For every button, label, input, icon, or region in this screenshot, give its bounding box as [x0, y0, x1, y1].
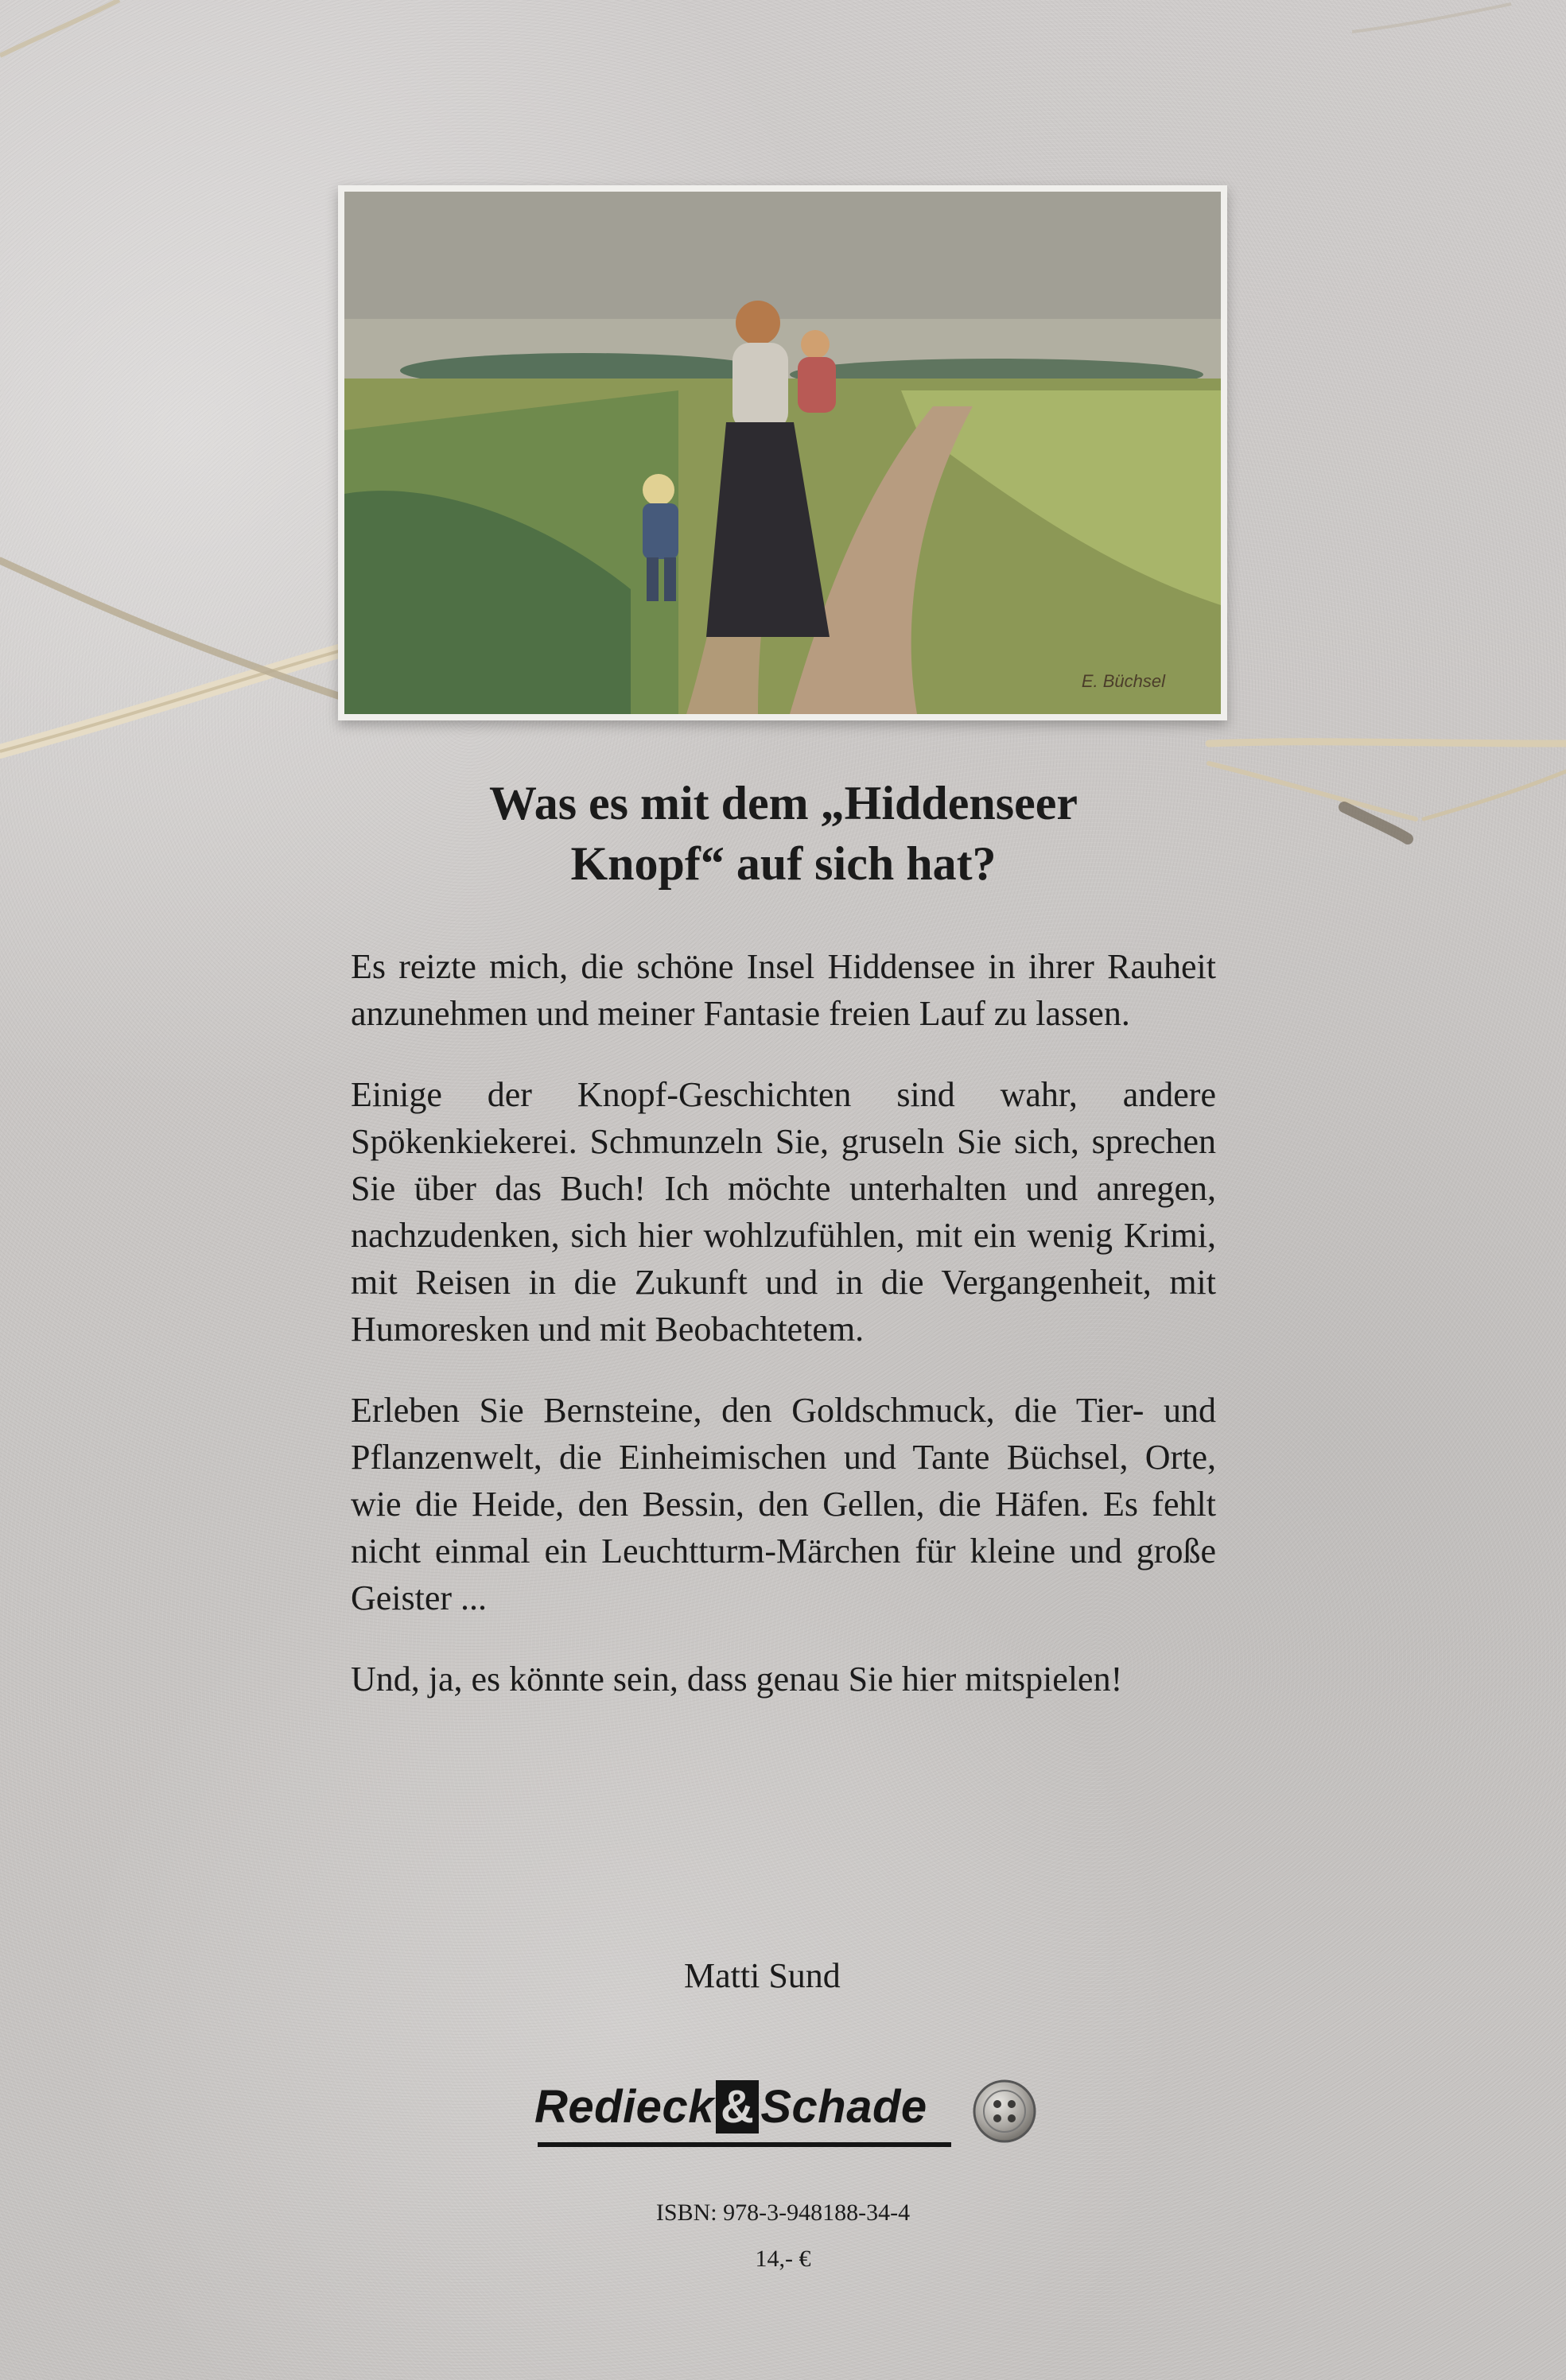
publisher-name-left: Redieck: [534, 2081, 714, 2133]
blurb-paragraph-1: Es reizte mich, die schöne Insel Hiddensee in ihrer Rauheit anzunehmen und meiner Fantasie freien Lauf zu lassen.: [351, 947, 1216, 1033]
price: 14,- €: [755, 2246, 811, 2272]
blurb-paragraph-3: Erleben Sie Bernsteine, den Goldschmuck, die Tier- und Pflanzenwelt, die Einheimischen und Tante Büchsel, Orte, wie die Heide, den Bessin, den Gellen, die Häfen. Es fehlt nicht einmal ein Leuchtturm-Märchen für kleine und große Geister ...: [351, 1391, 1216, 1617]
button-icon: [970, 2077, 1039, 2145]
publisher-name-right: Schade: [760, 2081, 927, 2133]
author-name: Matti Sund: [684, 1956, 841, 1995]
blurb-paragraph-2: Einige der Knopf-Geschichten sind wahr, andere Spökenkiekerei. Schmunzeln Sie, gruseln Sie sich, sprechen Sie über das Buch! Ich möchte unterhalten und anregen, nachzudenken, sich hier wohlzufühlen, mit ein wenig Krimi, mit Reisen in die Zukunft und in die Vergangenheit, mit Humoresken und mit Beobachtetem.: [351, 1075, 1216, 1349]
publisher-ampersand: &: [716, 2080, 759, 2133]
isbn: ISBN: 978-3-948188-34-4: [655, 2199, 911, 2226]
headline-line-2: Knopf“ auf sich hat?: [570, 837, 997, 890]
headline-line-1: Was es mit dem „Hiddenseer: [489, 777, 1078, 829]
blurb-paragraph-4: Und, ja, es könnte sein, dass genau Sie hier mitspielen!: [351, 1660, 1123, 1699]
publisher-name: [534, 2080, 927, 2133]
publisher-logo: [534, 2074, 1043, 2153]
blurb-text: [351, 943, 1216, 1737]
painting-signature: E. Büchsel: [1081, 671, 1165, 691]
publisher-underline: [538, 2142, 951, 2147]
headline: [334, 773, 1233, 894]
painting: [344, 192, 1221, 714]
painting-frame: [338, 185, 1227, 720]
